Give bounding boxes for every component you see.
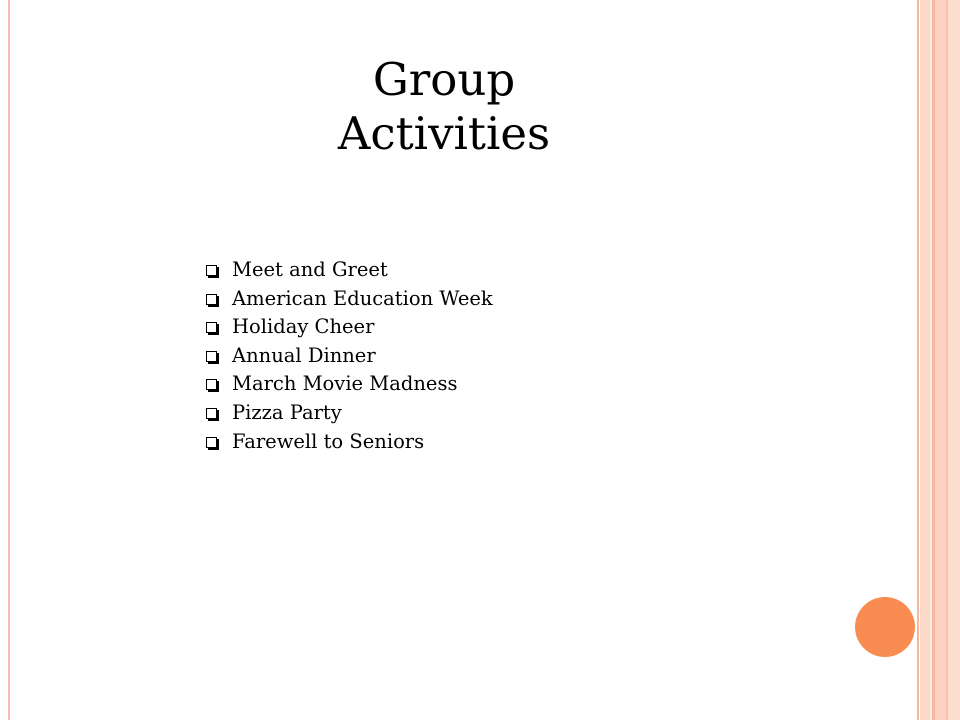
- square-bullet-icon: [206, 379, 217, 390]
- slide-title: [244, 53, 644, 161]
- list-item-label: American Education Week: [232, 286, 493, 310]
- square-bullet-icon: [206, 408, 217, 419]
- list-item: [203, 313, 493, 342]
- list-item: [203, 399, 493, 428]
- list-item: [203, 370, 493, 399]
- list-item-label: Farewell to Seniors: [232, 429, 425, 453]
- activities-list: [203, 256, 493, 456]
- list-item: [203, 285, 493, 314]
- right-decorative-band: [920, 0, 960, 720]
- list-item-label: March Movie Madness: [232, 372, 458, 396]
- orange-circle-decoration: [855, 597, 915, 657]
- list-item-label: Meet and Greet: [232, 258, 388, 281]
- square-bullet-icon: [206, 351, 217, 362]
- list-item: [203, 342, 493, 371]
- left-border-rule: [8, 0, 10, 720]
- square-bullet-icon: [206, 294, 217, 305]
- list-item-label: Pizza Party: [232, 400, 342, 424]
- list-item: [203, 428, 493, 457]
- right-border-rule: [917, 0, 919, 720]
- list-item-label: Holiday Cheer: [232, 315, 375, 339]
- title-line-1: Group: [372, 53, 516, 106]
- title-line-2: Activities: [337, 107, 551, 160]
- list-item: [203, 256, 493, 285]
- square-bullet-icon: [206, 265, 217, 276]
- square-bullet-icon: [206, 437, 217, 448]
- list-item-label: Annual Dinner: [232, 343, 376, 367]
- square-bullet-icon: [206, 322, 217, 333]
